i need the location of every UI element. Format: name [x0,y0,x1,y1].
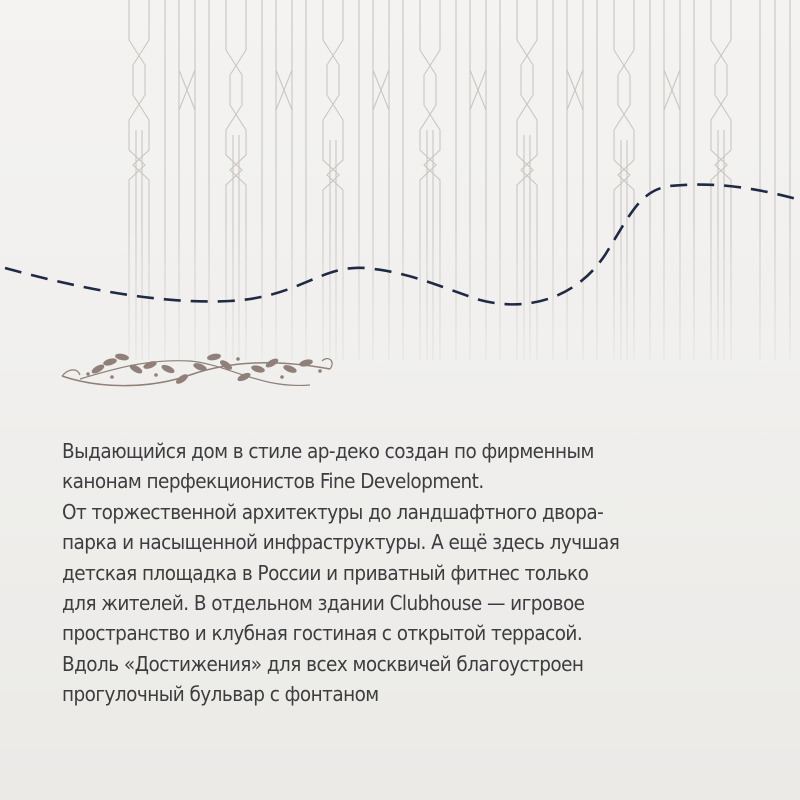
art-deco-line-pattern [129,0,790,360]
description-line: канонам перфекционистов Fine Development. [62,469,484,494]
description-line: Выдающийся дом в стиле ар-деко создан по фирменным [62,439,594,463]
description-line: для жителей. В отдельном здании Clubhouse — игровое [62,591,585,616]
description-line: От торжественной архитектуры до ландшафтного двора- [62,499,604,524]
description-line: прогулочный бульвар с фонтаном [62,682,379,707]
description-line: детская площадка в России и приватный фитнес только [62,560,589,585]
description-line: парка и насыщенной инфраструктуры. А ещё здесь лучшая [62,530,620,555]
description-line: пространство и клубная гостиная с открытой террасой. [62,621,583,646]
description-text [62,436,762,710]
description-line: Вдоль «Достижения» для всех москвичей благоустроен [62,651,584,676]
